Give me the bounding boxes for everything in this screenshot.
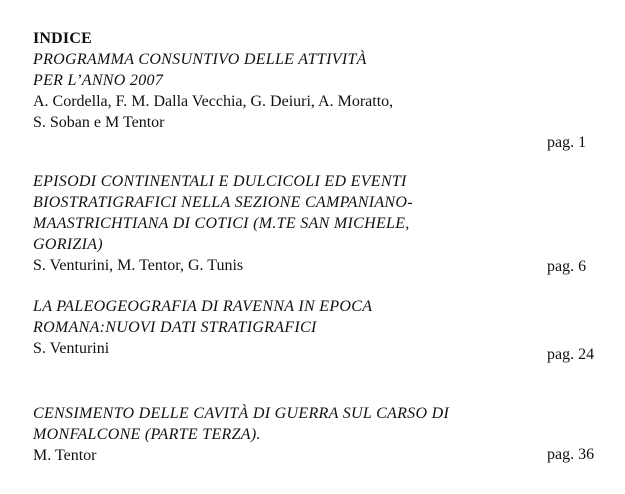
- entry-title-line: CENSIMENTO DELLE CAVITÀ DI GUERRA SUL CARSO DI: [33, 405, 450, 422]
- entry-page-number: pag. 36: [547, 446, 595, 463]
- entry-authors-line: S. Venturini: [33, 340, 110, 357]
- entry-title-line: MAASTRICHTIANA DI COTICI (M.TE SAN MICHELE,: [33, 215, 410, 232]
- entry-authors-line: M. Tentor: [33, 447, 97, 464]
- entry-title-line: EPISODI CONTINENTALI E DULCICOLI ED EVENTI: [33, 173, 407, 190]
- index-entry: [33, 49, 593, 133]
- entry-title-line: GORIZIA): [33, 236, 103, 253]
- entry-authors-line: S. Soban e M Tentor: [33, 114, 165, 131]
- entry-page-number: pag. 24: [547, 346, 595, 363]
- index-entry: [33, 171, 593, 276]
- index-heading: INDICE: [33, 30, 92, 47]
- entry-page-number: pag. 1: [547, 134, 587, 151]
- index-entry: [33, 403, 593, 466]
- entry-title-line: ROMANA:NUOVI DATI STRATIGRAFICI: [33, 319, 317, 336]
- entry-title-line: LA PALEOGEOGRAFIA DI RAVENNA IN EPOCA: [33, 298, 373, 315]
- entry-page-number: pag. 6: [547, 258, 587, 275]
- entry-title-line: BIOSTRATIGRAFICI NELLA SEZIONE CAMPANIANO-: [33, 194, 413, 211]
- entry-title-line: PROGRAMMA CONSUNTIVO DELLE ATTIVITÀ: [33, 51, 367, 68]
- entry-title-line: PER L’ANNO 2007: [33, 72, 164, 89]
- entry-title-line: MONFALCONE (PARTE TERZA).: [33, 426, 261, 443]
- entry-authors-line: A. Cordella, F. M. Dalla Vecchia, G. Deiuri, A. Moratto,: [33, 93, 394, 110]
- index-entry: [33, 296, 593, 359]
- entry-authors-line: S. Venturini, M. Tentor, G. Tunis: [33, 257, 244, 274]
